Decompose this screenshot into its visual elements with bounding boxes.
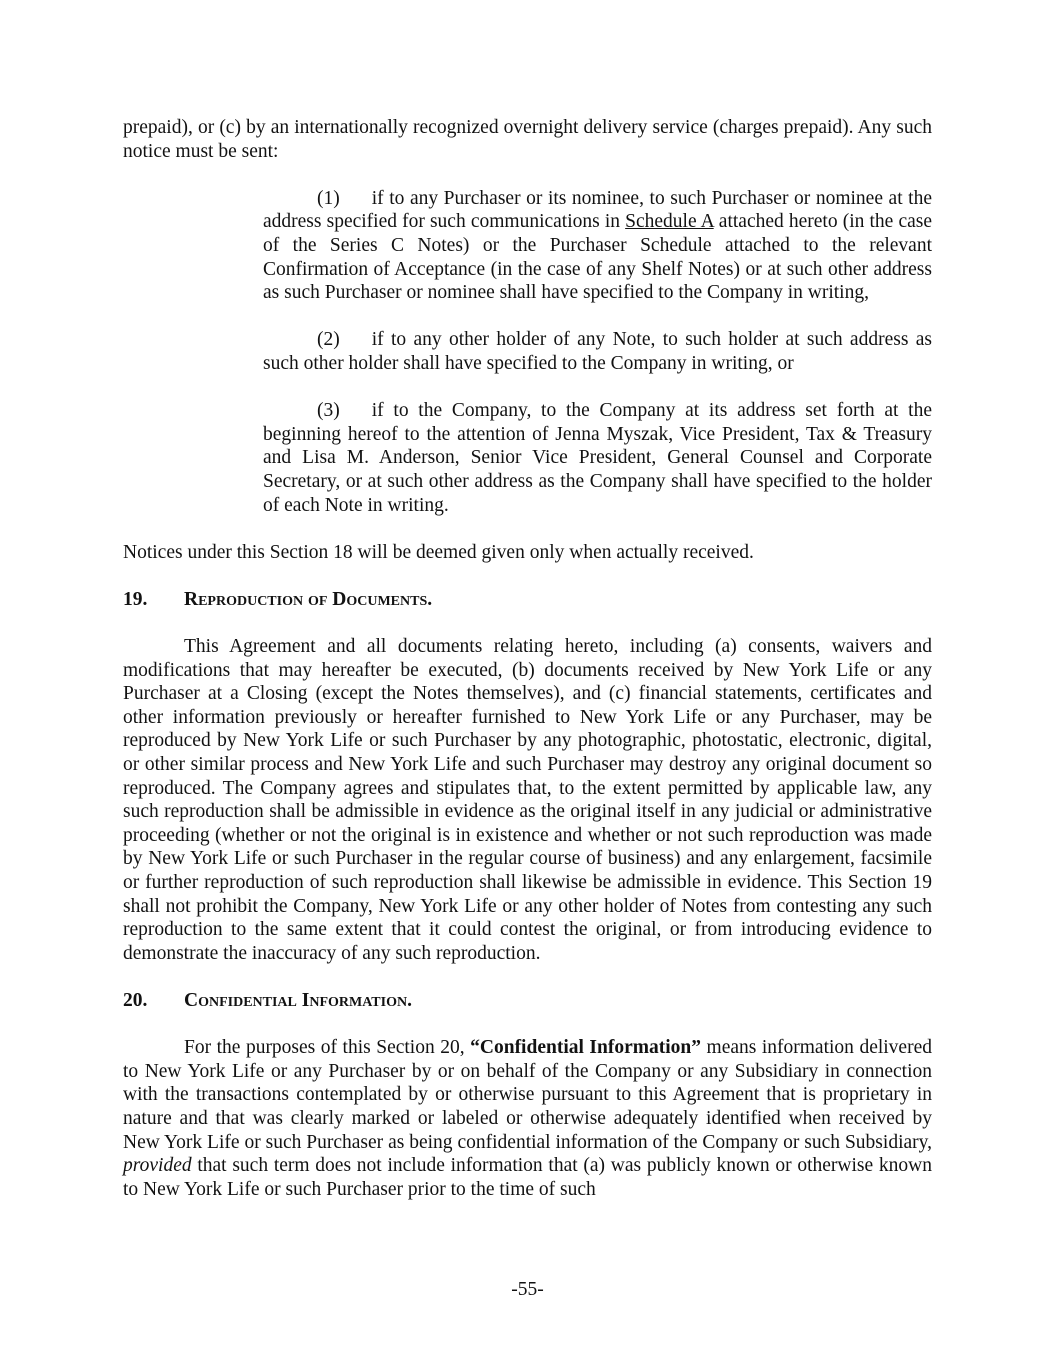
confidential-information-term: “Confidential Information” — [470, 1037, 702, 1059]
page-number: -55- — [511, 1279, 544, 1300]
item-text: if to any Purchaser or its nominee, to such Purchaser or nominee at the address specified for such communications in — [263, 187, 932, 233]
section-20-body — [123, 1036, 932, 1201]
body-text: means information delivered to New York Life or any Purchaser by or on behalf of the Company or any Subsidiary in connection with the transactions contemplated by or otherwise pursuant to this Agreement that is proprietary in nature and that was clearly marked or labeled or otherwise adequately identified when received by New York Life or such Purchaser as being confidential information of the Company or such Subsidiary, — [123, 1037, 932, 1153]
item-text: if to any other holder of any Note, to such holder at such address as such other holder shall have specified to the Company in writing, or — [263, 329, 932, 374]
item-text: if to the Company, to the Company at its address set forth at the beginning hereof to the attention of Jenna Myszak, Vice President, Tax & Treasury and Lisa M. Anderson, Senior Vice President, General Counsel and Corporate Secretary, or at such other address as the Company shall have specified to the holder of each Note in writing. — [263, 400, 932, 516]
body-text: For the purposes of this Section 20, — [184, 1037, 471, 1059]
notices-note: Notices under this Section 18 will be deemed given only when actually received. — [123, 541, 754, 563]
provided-term: provided — [123, 1155, 192, 1177]
section-19-title: Reproduction of Documents. — [184, 588, 433, 610]
notice-item-2 — [263, 328, 932, 375]
section-20-number: 20. — [123, 989, 148, 1011]
item-text: attached hereto (in the case of the Series C Notes) or the Purchaser Schedule attached to the relevant Confirmation of Acceptance (in the case of any Shelf Notes) or at such other address as such Purchaser or nominee shall have specified to the Company in writing, — [263, 211, 932, 304]
section-19-heading — [123, 588, 932, 612]
section-19-body: This Agreement and all documents relating hereto, including (a) consents, waivers and modifications that may hereafter be executed, (b) documents received by New York Life or any Purchaser at a Closing (except the Notes themselves), and (c) financial statements, certificates and other information previously or hereafter furnished to New York Life or any Purchaser, may be reproduced by New York Life or such Purchaser by any photographic, photostatic, electronic, digital, or other similar process and New York Life and such Purchaser may destroy any original document so reproduced. The Company agrees and stipulates that, to the extent permitted by applicable law, any such reproduction shall be admissible in evidence as the original itself in any judicial or administrative proceeding (whether or not the original is in existence and whether or not such reproduction was made by New York Life or such Purchaser in the regular course of business) and any enlargement, facsimile or further reproduction of such reproduction shall likewise be admissible in evidence. This Section 19 shall not prohibit the Company, New York Life or any other holder of Notes from contesting any such reproduction to the same extent that it could contest the original, or from introducing evidence to demonstrate the inaccuracy of any such reproduction. — [123, 636, 932, 964]
section-20-heading — [123, 989, 932, 1013]
intro-paragraph: prepaid), or (c) by an internationally recognized overnight delivery service (charges prepaid). Any such notice must be sent: — [123, 117, 932, 162]
body-text: that such term does not include information that (a) was publicly known or otherwise known to New York Life or such Purchaser prior to the time of such — [123, 1155, 932, 1200]
item-number: (2) — [317, 329, 340, 351]
item-number: (3) — [317, 400, 340, 422]
schedule-a-reference: Schedule A — [625, 211, 714, 233]
notice-item-1 — [263, 187, 932, 305]
item-number: (1) — [317, 187, 340, 209]
notice-item-3 — [263, 399, 932, 517]
section-19-number: 19. — [123, 588, 148, 610]
section-20-title: Confidential Information. — [184, 989, 412, 1011]
document-content — [123, 116, 932, 1225]
